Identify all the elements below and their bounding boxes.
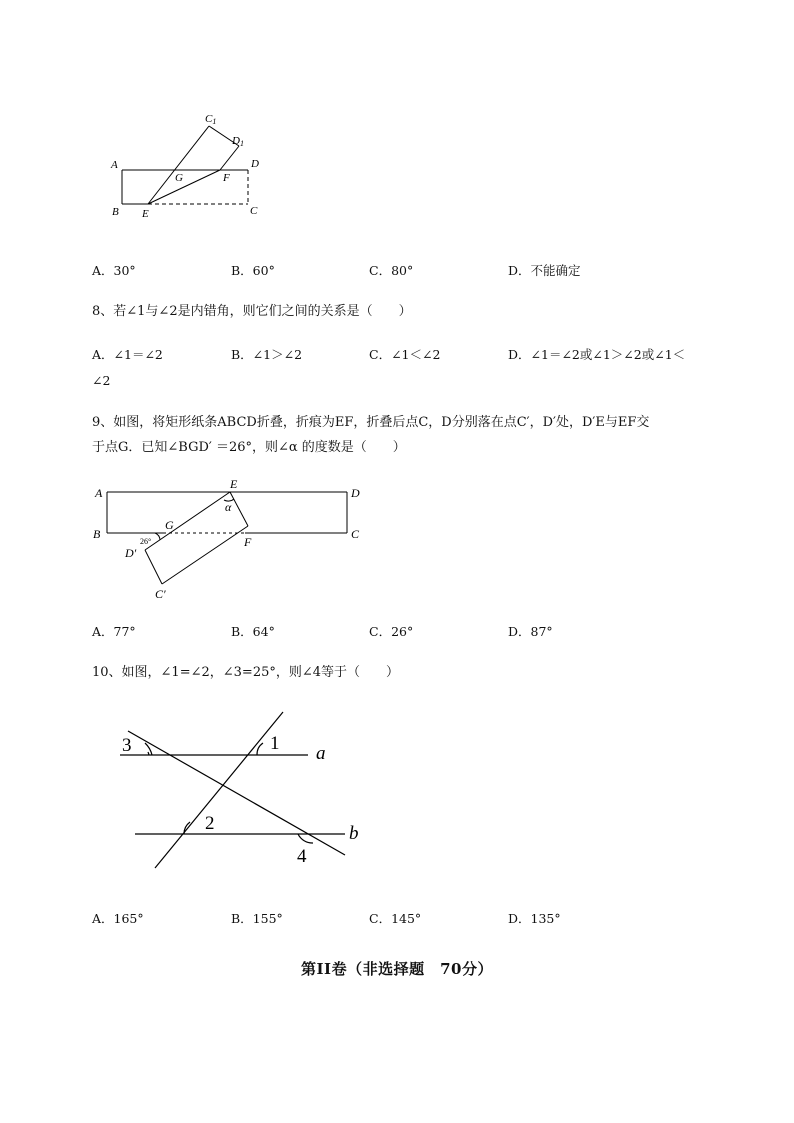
q9-option-d[interactable]: D．87°: [508, 624, 553, 639]
q8-option-b[interactable]: B．∠1＞∠2: [231, 347, 303, 362]
fig9-label-26: 26°: [140, 537, 152, 546]
fig10-label-a: a: [316, 743, 326, 764]
fig9-label-alpha: α: [225, 500, 232, 514]
fig9-label-e: E: [230, 477, 238, 491]
fig7-label-c: C: [250, 205, 258, 217]
fig9-label-b: B: [93, 527, 101, 541]
fig9-label-c-prime: C′: [155, 587, 166, 601]
fig10-label-4: 4: [297, 846, 307, 867]
q7-option-a[interactable]: A．30°: [92, 263, 136, 278]
fig7-label-e: E: [142, 208, 149, 220]
fig7-label-d1: D1: [232, 135, 244, 148]
q7-figure: [100, 105, 280, 230]
q8-option-d[interactable]: D．∠1＝∠2或∠1＞∠2或∠1＜: [508, 347, 686, 362]
q8-option-c[interactable]: C．∠1＜∠2: [369, 347, 441, 362]
q9-option-c[interactable]: C．26°: [369, 624, 414, 639]
q10-option-c[interactable]: C．145°: [369, 911, 422, 926]
fig7-label-b: B: [112, 206, 119, 218]
q7-option-c[interactable]: C．80°: [369, 263, 414, 278]
q10-option-b[interactable]: B．155°: [231, 911, 283, 926]
fig9-label-d: D: [351, 486, 360, 500]
q9-figure: [90, 475, 380, 605]
fig7-label-a: A: [111, 159, 118, 171]
fig9-label-a: A: [95, 486, 103, 500]
q9-option-a[interactable]: A．77°: [92, 624, 136, 639]
fig10-label-b: b: [349, 823, 359, 844]
q10-stem: 10、如图，∠1=∠2，∠3=25°，则∠4等于（ ）: [92, 665, 400, 680]
fig9-label-f: F: [244, 535, 252, 549]
section-title: 第II卷（非选择题 70分）: [301, 960, 493, 978]
q9-stem-line1: 9、如图，将矩形纸条ABCD折叠，折痕为EF，折叠后点C，D分别落在点C′，D′处，D′E与EF交: [92, 415, 650, 430]
fig9-label-g: G: [165, 518, 174, 532]
fig9-label-d-prime: D′: [125, 546, 137, 560]
q7-option-d[interactable]: D．不能确定: [508, 263, 581, 278]
fig10-label-3: 3: [122, 735, 132, 756]
q8-stem: 8、若∠1与∠2是内错角，则它们之间的关系是（ ）: [92, 304, 412, 319]
fig10-label-1: 1: [270, 733, 280, 754]
fig7-label-g: G: [175, 172, 183, 184]
q8-option-a[interactable]: A．∠1＝∠2: [92, 347, 163, 362]
q8-option-d-wrap: ∠2: [92, 373, 111, 388]
q10-option-d[interactable]: D．135°: [508, 911, 561, 926]
fig9-label-c: C: [351, 527, 360, 541]
q9-option-b[interactable]: B．64°: [231, 624, 275, 639]
q9-stem-line2: 于点G．已知∠BGD′ ＝26°，则∠α 的度数是（ ）: [92, 440, 406, 455]
q10-figure: [110, 705, 370, 875]
q7-option-b[interactable]: B．60°: [231, 263, 275, 278]
fig7-label-c1: C1: [205, 113, 217, 126]
q10-option-a[interactable]: A．165°: [92, 911, 144, 926]
fig7-label-f: F: [223, 172, 230, 184]
fig10-label-2: 2: [205, 813, 215, 834]
fig7-label-d: D: [251, 158, 259, 170]
